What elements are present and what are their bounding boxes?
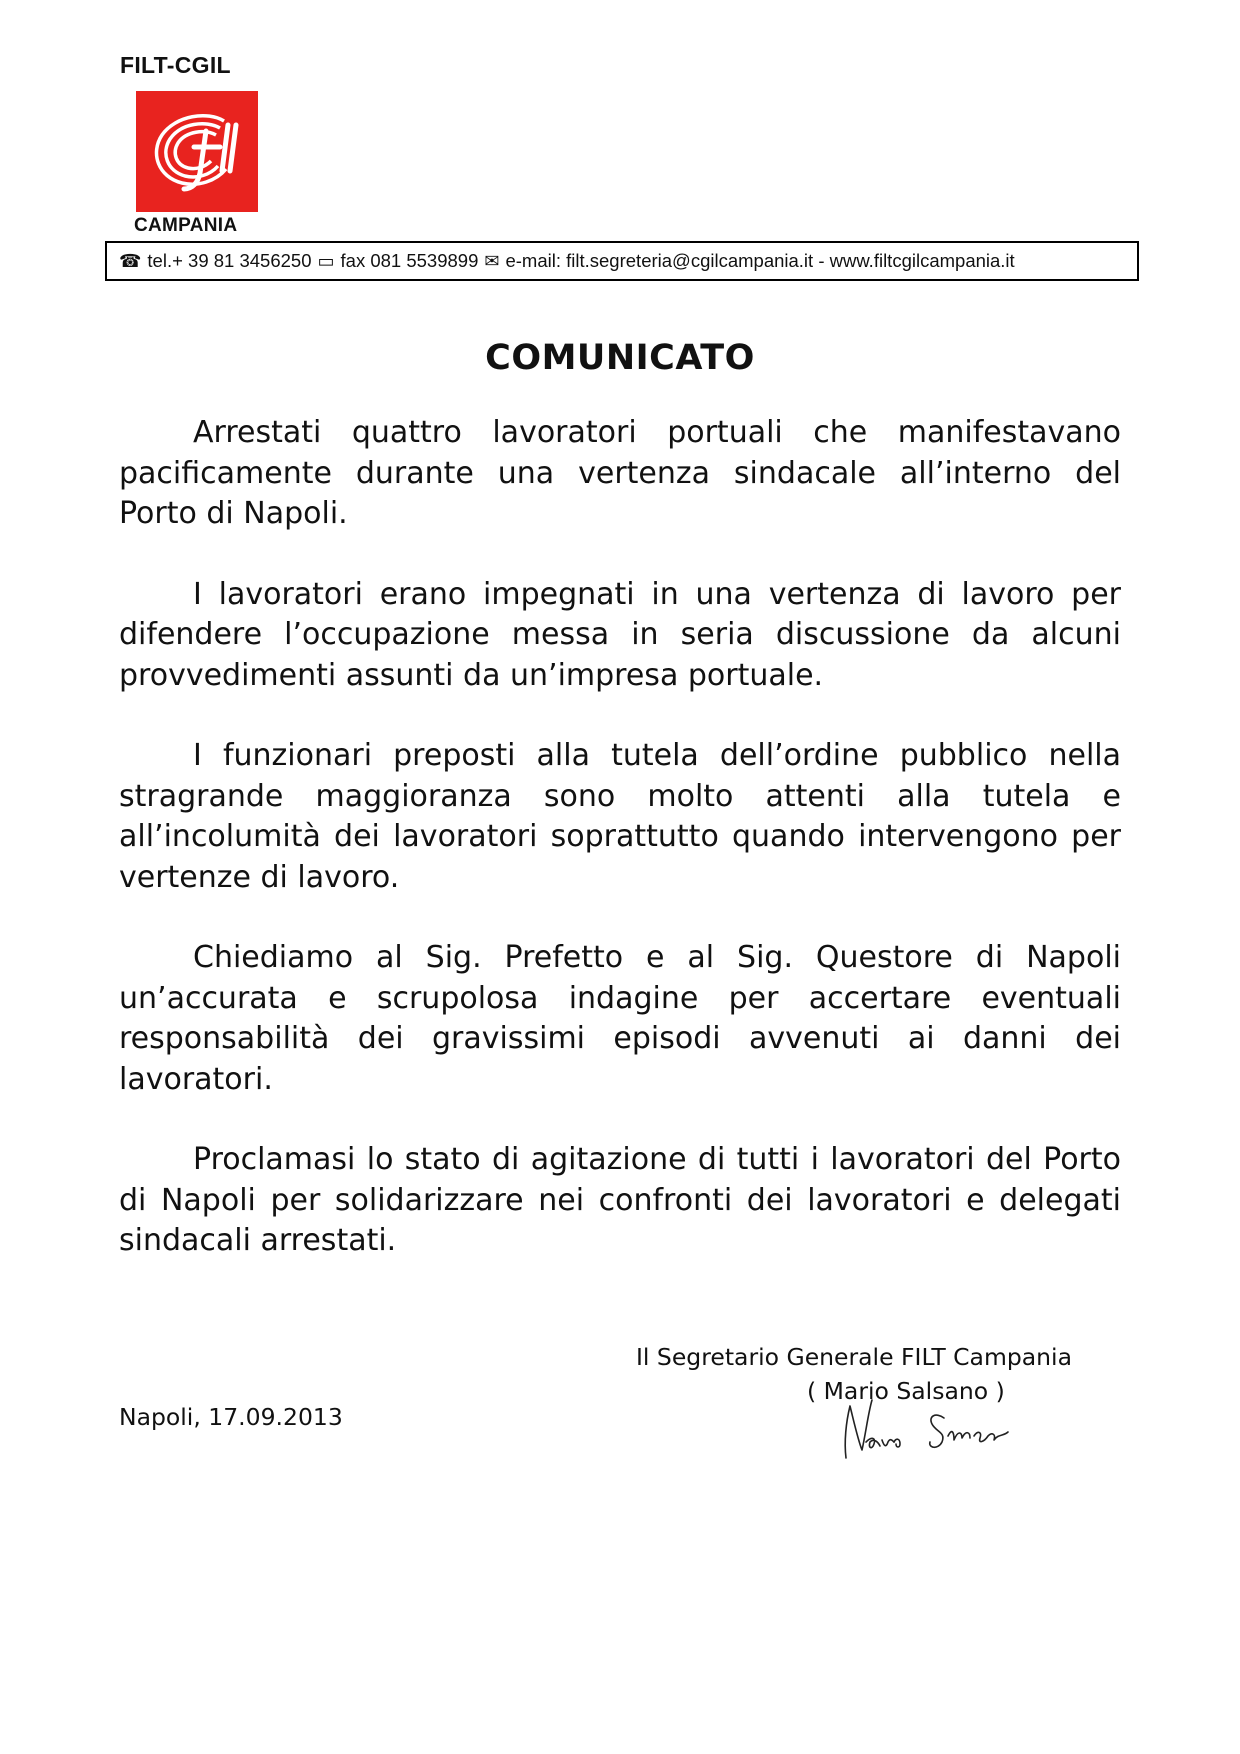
document-title: COMUNICATO (485, 338, 755, 378)
signatory-role: Il Segretario Generale FILT Campania (636, 1343, 1072, 1371)
phone-number: tel.+ 39 81 3456250 (147, 250, 312, 271)
body-paragraph: Arrestati quattro lavoratori portuali che manifestavano pacificamente durante una vertenza sindacale all’interno del Porto di Napoli. (119, 415, 1121, 531)
fax-number: fax 081 5539899 (340, 250, 479, 271)
logo-emblem-icon (136, 91, 258, 212)
document-body (119, 413, 1121, 1302)
place-date: Napoli, 17.09.2013 (119, 1403, 343, 1431)
signatory-name: ( Mario Salsano ) (807, 1377, 1005, 1405)
email-and-website: e-mail: filt.segreteria@cgilcampania.it - www.filtcgilcampania.it (505, 250, 1015, 271)
org-name-bottom: CAMPANIA (134, 215, 238, 236)
envelope-icon: ✉ (484, 250, 500, 271)
org-name-top: FILT-CGIL (120, 52, 231, 78)
body-paragraph: I funzionari preposti alla tutela dell’ordine pubblico nella stragrande maggioranza sono molto attenti alla tutela e all’incolumità dei lavoratori soprattutto quando intervengono per vertenze di lavoro. (119, 738, 1121, 895)
contact-bar (105, 241, 1139, 281)
fax-icon: ▭ (317, 250, 335, 271)
body-paragraph: I lavoratori erano impegnati in una vertenza di lavoro per difendere l’occupazione messa in seria discussione da alcuni provvedimenti assunti da un’impresa portuale. (119, 576, 1121, 693)
body-paragraph: Proclamasi lo stato di agitazione di tutti i lavoratori del Porto di Napoli per solidarizzare nei confronti dei lavoratori e delegati sindacali arrestati. (119, 1142, 1121, 1258)
phone-icon: ☎ (119, 250, 142, 271)
handwritten-signature (828, 1392, 1038, 1462)
body-paragraph: Chiediamo al Sig. Prefetto e al Sig. Questore di Napoli un’accurata e scrupolosa indagine per accertare eventuali responsabilità dei gravissimi episodi avvenuti ai danni dei lavoratori. (119, 940, 1121, 1097)
filt-cgil-logo (136, 91, 258, 212)
